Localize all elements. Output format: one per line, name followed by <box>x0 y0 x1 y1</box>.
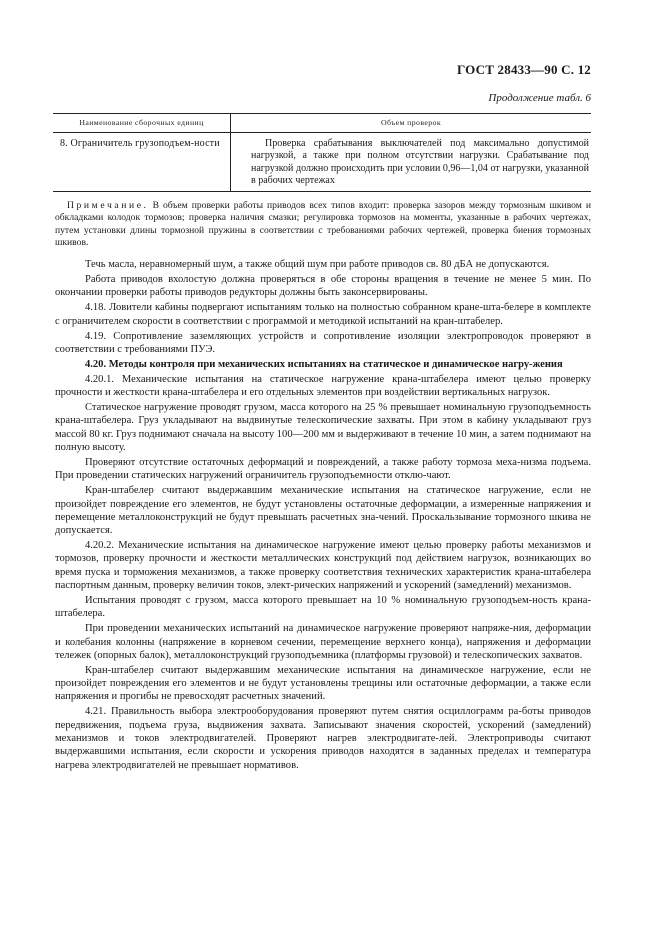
paragraph: 4.20.2. Механические испытания на динамическое нагружение имеют целью проверку работы механизмов и тормозов, проверку прочности и жесткости металлических конструкций под действием нагрузок, возникающих во время пуска и торможения механизмов, а также проверку соответствия технических характеристик крана-штабелера паспортным данным, проверку величин токов, элект-рических напряжений и ускорений (замедлений) механизмов. <box>55 540 591 592</box>
paragraph: 4.18. Ловители кабины подвергают испытаниям только на полностью собранном кране-шта-белере в комплекте с ограничителем скорости в соответствии с программой и методикой испытаний на кран-штабелер. <box>55 302 591 327</box>
note-paragraph <box>55 200 591 249</box>
paragraph: 4.19. Сопротивление заземляющих устройств и сопротивление изоляции электропроводок проверяют в соответствии с требованиями ПУЭ. <box>55 330 591 355</box>
table-continuation-label: Продолжение табл. 6 <box>488 92 591 104</box>
paragraph: Течь масла, неравномерный шум, а также общий шум при работе приводов св. 80 дБА не допускаются. <box>85 259 550 270</box>
paragraph: 4.21. Правильность выбора электрооборудования проверяют путем снятия осциллограмм ра-боты приводов передвижения, подъема груза, выдвижения захвата. Записывают значения скоростей, ускорений (замедлений) механизмов и токов электродвигателей. Проверяют нагрев электродвигате-лей. Электроприводы считают выдержавшими испытания, если скорости и ускорения приводов находятся в заданных пределах и температура нагрева электродвигателей не превышает нормативов. <box>55 706 591 771</box>
paragraph: При проведении механических испытаний на динамическое нагружение проверяют напряже-ния, деформации и колебания колонны (напряжение в корневом сечении, перемещение верхнего конца), напряжения и деформации тележек (опорных балок), металлоконструкций грузоподъемника (платформы грузовой) и телескопических захватов. <box>55 623 591 661</box>
checks-table <box>53 113 591 192</box>
paragraph: Проверяют отсутствие остаточных деформаций и повреждений, а также работу тормоза меха-низма подъема. При проведении статических нагружений ограничитель грузоподъемности отклю-чают. <box>55 456 591 482</box>
paragraph: Кран-штабелер считают выдержавшим механические испытания на динамическое нагружение, если не произойдет повреждения его элементов и не будут установлены трещины или остаточные деформации, а также если напряжения и прогибы не превосходят расчетных значений. <box>55 664 591 703</box>
table-row <box>53 133 591 191</box>
table-cell-unit: 8. Ограничитель грузоподъем-ности <box>53 133 231 191</box>
column-header-scope: Объем проверок <box>380 118 442 127</box>
paragraph: Испытания проводят с грузом, масса которого превышает на 10 % номинальную грузоподъем-ность крана-штабелера. <box>55 595 591 620</box>
paragraph: Кран-штабелер считают выдержавшим механические испытания на статическое нагружение, если не произойдет повреждение его элементов, не будут установлены остаточные деформации, а измеренные напряжения и перемещение металлоконструкций не будут превышать расчетных зна-чений. Проскальзывание тормозного шкива не допускается. <box>55 485 591 537</box>
paragraph: Статическое нагружение проводят грузом, масса которого на 25 % превышает номинальную грузоподъемность крана-штабелера. Груз укладывают на выдвинутые телескопические захваты. При этом в кабину укладывают груз массой 80 кг. Груз поднимают сначала на высоту 100—200 мм и выдерживают в течение 10 мин, а затем поднимают на полную высоту. <box>55 402 591 453</box>
note-label: Примечание. <box>67 200 149 211</box>
page-header-title: ГОСТ 28433—90 С. 12 <box>457 62 591 77</box>
column-header-units: Наименование сборочных единиц <box>53 114 231 132</box>
section-heading: 4.20. Методы контроля при механических испытаниях на статическое и динамическое нагру-жения <box>85 358 563 370</box>
table-header-row <box>53 114 591 133</box>
main-text <box>55 258 591 774</box>
paragraph: 4.20.1. Механические испытания на статическое нагружение крана-штабелера имеют целью проверку прочности и жесткости крана-штабелера и его отдельных элементов при воздействии вертикальных нагрузок. <box>55 373 591 399</box>
paragraph: Работа приводов вхолостую должна проверяться в обе стороны вращения в течение не менее 5 мин. По окончании проверки работы приводов редукторы должны быть законсервированы. <box>55 273 591 299</box>
note-text: В объем проверки работы приводов всех типов входит: проверка зазоров между тормозным шкивом и обкладками колодок тормозов; проверка наличия смазки; регулировка тормозов на моменты, указанные в рабочих чертежах, путем установки длины тормозной пружины в соответствии с требованиями рабочих чертежей, проверка биения тормозных шкивов. <box>55 200 591 248</box>
table-cell-scope: Проверка срабатывания выключателей под максимально допустимой нагрузкой, а также при полном отсутствии нагрузки. Срабатывание под нагрузкой должно происходить при условии 0,96—1,04 от нагрузки, указанной в рабочих чертежах <box>251 138 589 187</box>
